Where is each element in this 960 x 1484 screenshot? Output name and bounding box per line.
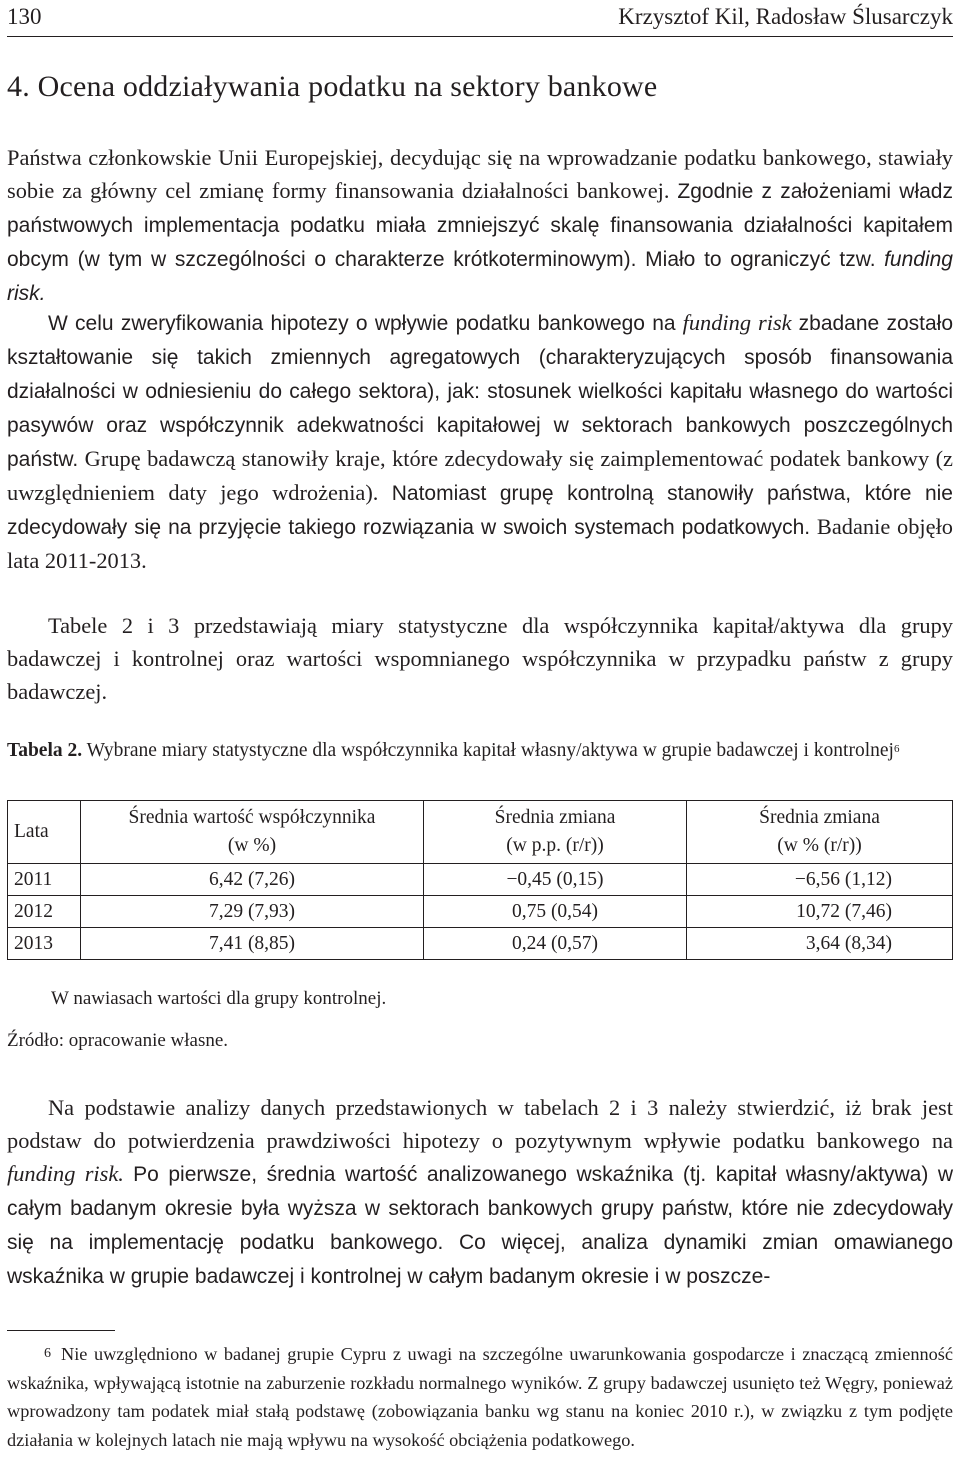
cell-mean: 6,42 (7,26) — [81, 864, 424, 896]
paragraph-3 — [7, 609, 953, 708]
header-mean-line1: Średnia wartość współczynnika — [128, 807, 376, 828]
paragraph-1-text-b: Zgodnie z założeniami władz państwowych implementacja podatku miała zmniejszyć skalę finansowania działalności kapitałem obcym (w tym w szczególności o charakterze krótkoterminowym). Miało to ograniczyć tzw. — [7, 180, 953, 271]
footnote-text: Nie uwzględniono w badanej grupie Cypru z uwagi na szczególne uwarunkowania gospodarcze i znaczącą zmienność wskaźnika, wpływającą istotnie na zaburzenie rozkładu normalnego wyników. Z grupy badawczej usunięto też Węgry, ponieważ wprowadzony tam podatek miał stałą podstawę (zobowiązania banku wg stanu na koniec 2010 r.), w związku z tym podjęte działania w kolejnych latach nie mają wpływu na wysokość obciążenia podatkowego. — [7, 1344, 953, 1450]
paragraph-4 — [7, 1091, 953, 1293]
paragraph-3-text: Tabele 2 i 3 przedstawiają miary statystyczne dla współczynnika kapitał/aktywa dla grupy badawczej i kontrolnej oraz wartości wspomnianego współczynnika w przypadku państw z grupy badawczej. — [7, 613, 953, 704]
table-header-row — [8, 801, 953, 864]
header-change-pct-line1: Średnia zmiana — [759, 807, 880, 828]
header-mean-line2: (w %) — [227, 835, 277, 856]
paragraph-2-text-b: zbadane zostało kształtowanie się takich zmiennych agregatowych (charakteryzujących sposób finansowania działalności w odniesieniu do całego sektora), jak: stosunek wielkości kapitału własnego do wartości pasywów oraz współczynnik adekwatności kapitałowej w sektorach bankowych poszczególnych państw. — [7, 312, 953, 471]
section-title: 4. Ocena oddziaływania podatku na sektory bankowe — [7, 70, 658, 103]
paragraph-1-italic-term: funding risk. — [7, 248, 953, 305]
table-caption-text: Wybrane miary statystyczne dla współczynnika kapitał własny/aktywa w grupie badawczej i kontrolnej — [86, 740, 894, 761]
cell-change-pp: 0,24 (0,57) — [424, 928, 687, 960]
paragraph-4-text-b: Po pierwsze, średnia wartość analizowanego wskaźnika (tj. kapitał własny/aktywa) w całym badanym okresie była wyższa w sektorach bankowych grupy państw, które nie zdecydowały się na implementację podatku bankowego. Co więcej, analiza dynamiki zmian omawianego wskaźnika w grupie badawczej i kontrolnej w całym badanym okresie i w poszcze- — [7, 1163, 953, 1288]
table-caption-label: Tabela 2. — [7, 740, 83, 761]
paragraph-2-text-e: Badanie objęło lata 2011-2013. — [7, 514, 953, 573]
cell-year: 2013 — [8, 928, 81, 960]
paragraph-2 — [7, 306, 953, 577]
cell-change-pp: −0,45 (0,15) — [424, 864, 687, 896]
table-note: W nawiasach wartości dla grupy kontrolnej. — [51, 988, 387, 1009]
table-row — [8, 864, 953, 896]
cell-change-pct: −6,56 (1,12) — [687, 864, 953, 896]
paragraph-2-italic-term: funding risk — [682, 310, 792, 335]
running-header-authors: Krzysztof Kil, Radosław Ślusarczyk — [618, 4, 953, 29]
page-number: 130 — [7, 4, 42, 29]
cell-change-pct: 3,64 (8,34) — [687, 928, 953, 960]
header-change-pp-line2: (w p.p. (r/r)) — [506, 835, 604, 856]
data-table — [7, 800, 953, 960]
paragraph-2-text-d: Natomiast grupę kontrolną stanowiły państwa, które nie zdecydowały się na przyjęcie takiego rozwiązania w swoich systemach podatkowych. — [7, 482, 953, 539]
paragraph-2-text-c: Grupę badawczą stanowiły kraje, które zdecydowały się zaimplementować podatek bankowy (z uwzględnieniem daty jego wdrożenia). — [7, 446, 953, 505]
table-source: Źródło: opracowanie własne. — [7, 1030, 229, 1051]
footnote-rule — [7, 1330, 115, 1331]
header-change-pp-line1: Średnia zmiana — [494, 807, 616, 828]
table-caption — [7, 737, 953, 765]
paragraph-4-text-a: Na podstawie analizy danych przedstawionych w tabelach 2 i 3 należy stwierdzić, iż brak jest podstaw do potwierdzenia prawdziwości hipotezy o pozytywnym wpływie podatku bankowego na — [7, 1095, 953, 1153]
cell-change-pp: 0,75 (0,54) — [424, 896, 687, 928]
header-years: Lata — [8, 801, 81, 864]
table-row — [8, 896, 953, 928]
paragraph-1 — [7, 141, 953, 310]
paragraph-4-italic-term: funding risk. — [7, 1161, 124, 1186]
header-change-pct-line2: (w % (r/r)) — [777, 835, 862, 856]
cell-change-pct: 10,72 (7,46) — [687, 896, 953, 928]
cell-mean: 7,41 (8,85) — [81, 928, 424, 960]
running-header — [7, 0, 953, 37]
footnote — [7, 1340, 953, 1454]
header-change-pp — [424, 801, 687, 864]
paragraph-1-text-a: Państwa członkowskie Unii Europejskiej, decydując się na wprowadzanie podatku bankowego, stawiały sobie za główny cel zmianę formy finansowania działalności bankowej. — [7, 145, 953, 203]
header-mean — [81, 801, 424, 864]
paragraph-2-text-a: W celu zweryfikowania hipotezy o wpływie podatku bankowego na — [48, 312, 676, 335]
table-caption-footnote-ref: 6 — [893, 743, 900, 755]
cell-mean: 7,29 (7,93) — [81, 896, 424, 928]
table-row — [8, 928, 953, 960]
header-change-pct — [687, 801, 953, 864]
footnote-number: 6 — [44, 1346, 51, 1361]
cell-year: 2011 — [8, 864, 81, 896]
cell-year: 2012 — [8, 896, 81, 928]
